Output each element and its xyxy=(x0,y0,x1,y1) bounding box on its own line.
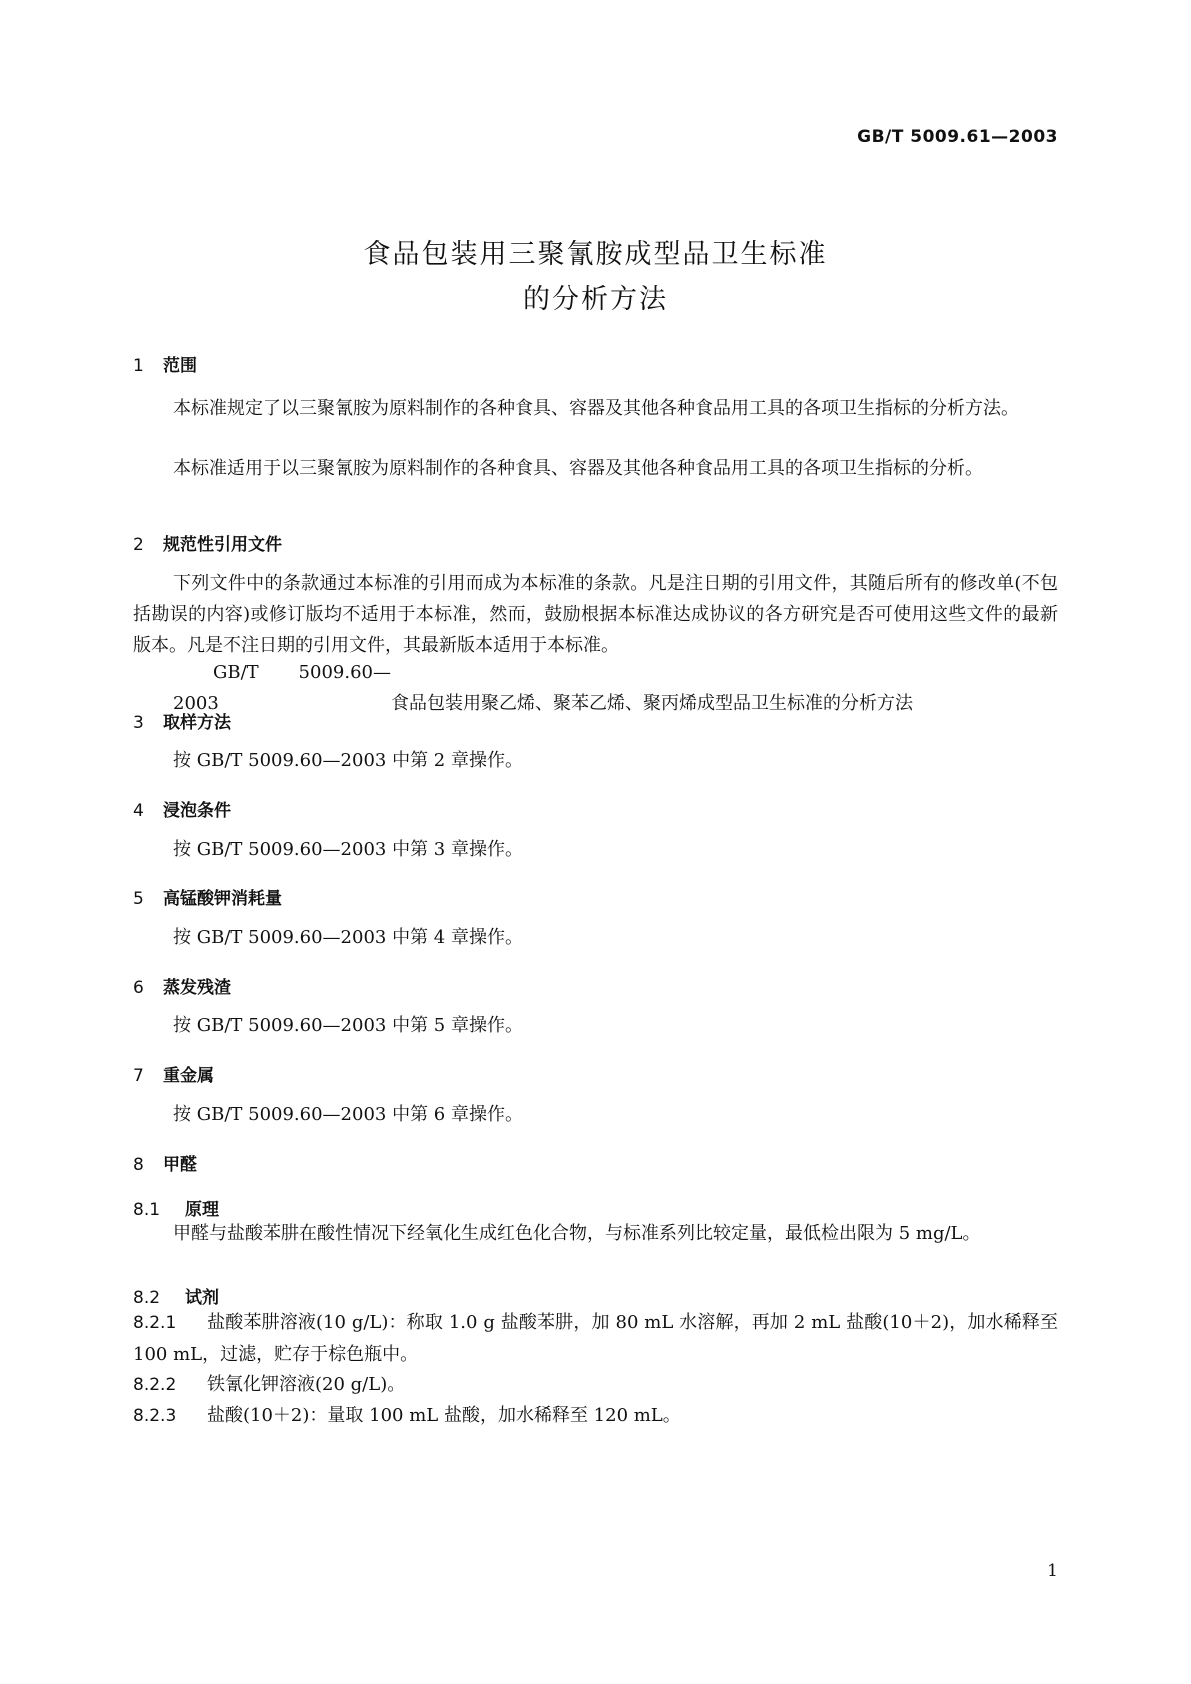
section-4-heading xyxy=(133,796,231,821)
section-number: 2 xyxy=(133,535,144,555)
page-number: 1 xyxy=(1047,1561,1058,1581)
section-6-text: 按 GB/T 5009.60—2003 中第 5 章操作。 xyxy=(173,1015,523,1036)
reference-code: GB/T 5009.60—2003 xyxy=(173,662,391,714)
section-title: 浸泡条件 xyxy=(163,801,231,821)
section-title: 原理 xyxy=(185,1200,219,1220)
section-4-text: 按 GB/T 5009.60—2003 中第 3 章操作。 xyxy=(173,839,523,860)
section-8-1-heading xyxy=(133,1195,219,1220)
section-number: 4 xyxy=(133,801,144,821)
document-title-line2: 的分析方法 xyxy=(523,284,668,315)
section-3-text: 按 GB/T 5009.60—2003 中第 2 章操作。 xyxy=(173,750,523,771)
document-title-line1: 食品包装用三聚氰胺成型品卫生标准 xyxy=(363,239,828,270)
section-number: 6 xyxy=(133,978,144,998)
standard-code: GB/T 5009.61—2003 xyxy=(857,127,1058,147)
reagent-8-2-1 xyxy=(133,1307,1058,1370)
section-5-text: 按 GB/T 5009.60—2003 中第 4 章操作。 xyxy=(173,927,523,948)
section-8-heading xyxy=(133,1150,197,1175)
section-title: 蒸发残渣 xyxy=(163,978,231,998)
clause-number: 8.2.3 xyxy=(133,1406,177,1426)
section-title: 取样方法 xyxy=(163,713,231,733)
section-number: 8.2 xyxy=(133,1288,161,1308)
reagent-8-2-2 xyxy=(133,1369,1058,1401)
clause-text: 盐酸(10＋2)：量取 100 mL 盐酸，加水稀释至 120 mL。 xyxy=(207,1405,681,1426)
section-title: 范围 xyxy=(163,356,197,376)
section-title: 重金属 xyxy=(163,1066,214,1086)
section-6-heading xyxy=(133,973,231,998)
normative-reference xyxy=(133,657,1058,719)
section-2-heading xyxy=(133,530,282,555)
section-8-2-heading xyxy=(133,1283,219,1308)
section-title: 甲醛 xyxy=(163,1155,197,1175)
section-1-para-1: 本标准规定了以三聚氰胺为原料制作的各种食具、容器及其他各种食品用工具的各项卫生指标的分析方法。 xyxy=(173,398,1019,419)
section-1-para-2: 本标准适用于以三聚氰胺为原料制作的各种食具、容器及其他各种食品用工具的各项卫生指标的分析。 xyxy=(173,458,983,479)
clause-text: 盐酸苯肼溶液(10 g/L)：称取 1.0 g 盐酸苯肼，加 80 mL 水溶解，再加 2 mL 盐酸(10＋2)，加水稀释至 100 mL，过滤，贮存于棕色瓶中。 xyxy=(133,1312,1058,1365)
section-1-heading xyxy=(133,351,197,376)
section-8-1-text: 甲醛与盐酸苯肼在酸性情况下经氧化生成红色化合物，与标准系列比较定量，最低检出限为 5 mg/L。 xyxy=(173,1223,981,1244)
section-3-heading xyxy=(133,708,231,733)
section-number: 8.1 xyxy=(133,1200,161,1220)
section-number: 8 xyxy=(133,1155,144,1175)
section-number: 3 xyxy=(133,713,144,733)
section-5-heading xyxy=(133,884,282,909)
clause-text: 铁氰化钾溶液(20 g/L)。 xyxy=(207,1374,406,1395)
section-title: 高锰酸钾消耗量 xyxy=(163,889,282,909)
section-7-heading xyxy=(133,1061,214,1086)
section-title: 试剂 xyxy=(185,1288,219,1308)
clause-number: 8.2.2 xyxy=(133,1375,177,1395)
section-7-text: 按 GB/T 5009.60—2003 中第 6 章操作。 xyxy=(173,1104,523,1125)
section-title: 规范性引用文件 xyxy=(163,535,282,555)
section-number: 7 xyxy=(133,1066,144,1086)
reference-title: 食品包装用聚乙烯、聚苯乙烯、聚丙烯成型品卫生标准的分析方法 xyxy=(391,693,913,714)
reagent-8-2-3 xyxy=(133,1400,1058,1432)
section-number: 1 xyxy=(133,356,144,376)
section-2-para-1: 下列文件中的条款通过本标准的引用而成为本标准的条款。凡是注日期的引用文件，其随后所有的修改单(不包括勘误的内容)或修订版均不适用于本标准，然而，鼓励根据本标准达成协议的各方研究是否可使用这些文件的最新版本。凡是不注日期的引用文件，其最新版本适用于本标准。 xyxy=(133,573,1058,656)
section-number: 5 xyxy=(133,889,144,909)
clause-number: 8.2.1 xyxy=(133,1313,177,1333)
